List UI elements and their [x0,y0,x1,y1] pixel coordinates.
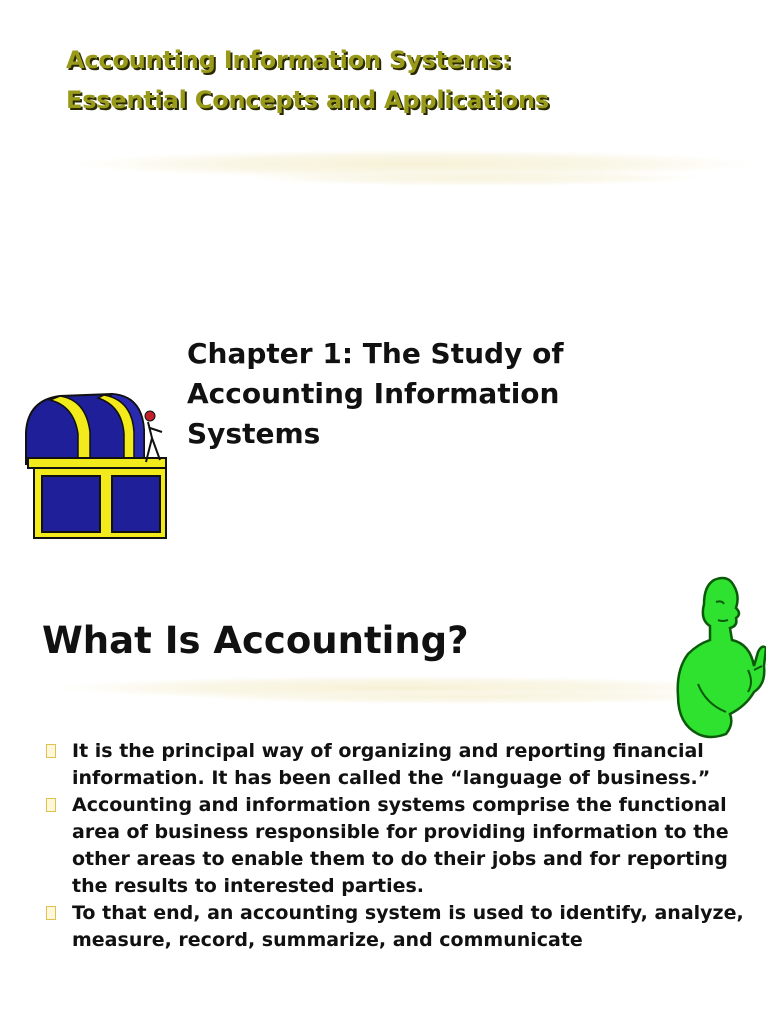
title-line-2: Essential Concepts and Applications [66,86,549,114]
bullet-text: Accounting and information systems comprise the functional area of business responsible for providing information to the other areas to enable them to do their jobs and for reporting the results to interested parties. [72,794,729,897]
bullet-icon [46,744,56,758]
brush-stroke-divider-secondary [200,690,740,704]
brush-stroke-divider-secondary [250,170,700,186]
bullet-text: To that end, an accounting system is used to identify, analyze, measure, record, summarize, and communicate [72,902,744,951]
list-item [44,792,744,900]
treasure-chest-icon [20,392,172,542]
slide-2 [0,572,768,1024]
bullet-icon [46,798,56,812]
list-item [44,738,744,792]
subtitle-line-3: Systems [187,417,321,450]
thumbs-up-man-icon [670,574,766,740]
slide-1-title [66,40,549,120]
chapter-subtitle [187,334,564,454]
bullet-list [44,738,744,954]
subtitle-line-2: Accounting Information [187,377,560,410]
bullet-icon [46,906,56,920]
list-item [44,900,744,954]
slide-2-title: What Is Accounting? [42,619,469,662]
subtitle-line-1: Chapter 1: The Study of [187,337,564,370]
bullet-text: It is the principal way of organizing and reporting financial information. It has been called the “language of business.” [72,740,711,789]
title-line-1: Accounting Information Systems: [66,46,512,74]
